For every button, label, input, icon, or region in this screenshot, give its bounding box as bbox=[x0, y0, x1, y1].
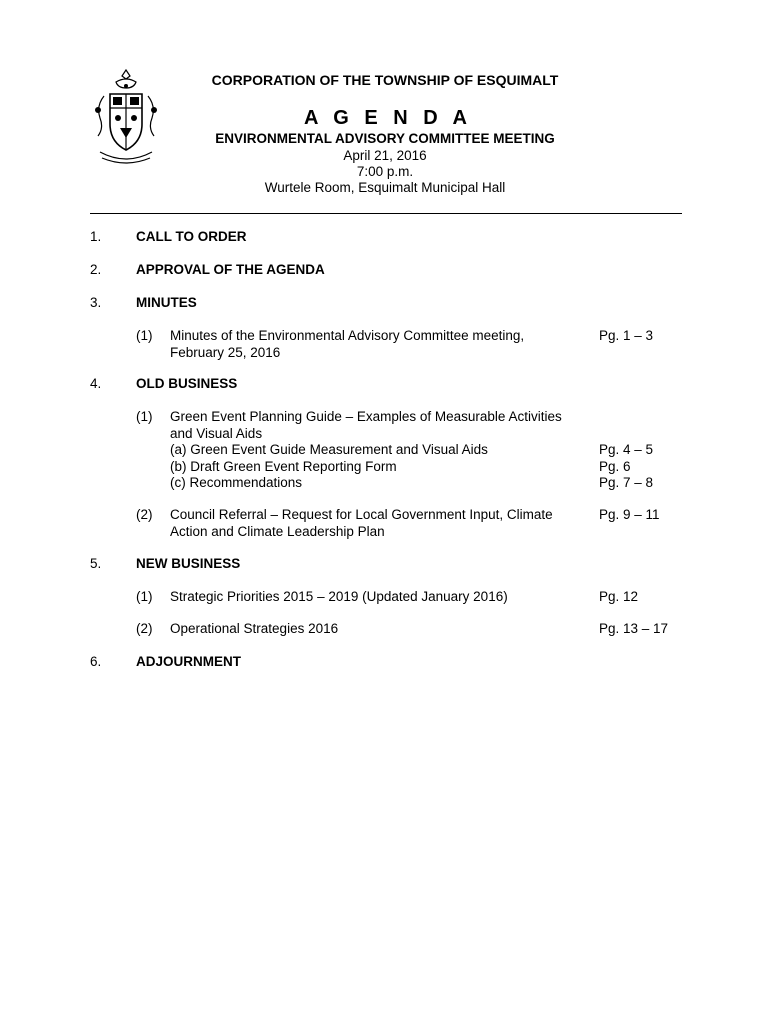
meeting-name: ENVIRONMENTAL ADVISORY COMMITTEE MEETING bbox=[215, 131, 555, 146]
item-number: (2) bbox=[136, 507, 153, 522]
item-number: (1) bbox=[136, 589, 153, 604]
section-number: 4. bbox=[90, 376, 102, 391]
section-title: OLD BUSINESS bbox=[136, 376, 238, 391]
item-text: Minutes of the Environmental Advisory Committee meeting, bbox=[170, 328, 525, 343]
sub-item-text: (a) Green Event Guide Measurement and Visual Aids bbox=[170, 442, 488, 457]
item-text: Operational Strategies 2016 bbox=[170, 621, 339, 636]
meeting-location: Wurtele Room, Esquimalt Municipal Hall bbox=[264, 180, 506, 195]
meeting-date: April 21, 2016 bbox=[343, 148, 427, 163]
item-text: Action and Climate Leadership Plan bbox=[170, 523, 385, 539]
page-reference: Pg. 9 – 11 bbox=[599, 507, 660, 522]
section-number: 6. bbox=[90, 654, 102, 669]
sub-item-text: (b) Draft Green Event Reporting Form bbox=[170, 458, 397, 474]
document-title: A G E N D A bbox=[304, 107, 472, 129]
item-number: (2) bbox=[136, 621, 153, 636]
item-text: Council Referral – Request for Local Government Input, Climate bbox=[170, 507, 553, 522]
item-number: (1) bbox=[136, 328, 153, 343]
item-text: February 25, 2016 bbox=[170, 344, 281, 360]
header-divider bbox=[90, 213, 682, 214]
item-text: Strategic Priorities 2015 – 2019 (Updated January 2016) bbox=[170, 589, 508, 604]
section-title: NEW BUSINESS bbox=[136, 556, 241, 571]
section-title: CALL TO ORDER bbox=[136, 229, 247, 244]
page-reference: Pg. 13 – 17 bbox=[599, 621, 669, 636]
section-number: 2. bbox=[90, 262, 102, 277]
page-reference: Pg. 4 – 5 bbox=[599, 442, 654, 457]
organization-name: CORPORATION OF THE TOWNSHIP OF ESQUIMALT bbox=[211, 72, 559, 88]
meeting-time: 7:00 p.m. bbox=[356, 164, 414, 179]
sub-item-text: (c) Recommendations bbox=[170, 475, 303, 490]
section-number: 3. bbox=[90, 295, 102, 310]
page-reference: Pg. 1 – 3 bbox=[599, 328, 654, 343]
item-text: and Visual Aids bbox=[170, 425, 263, 441]
section-title: APPROVAL OF THE AGENDA bbox=[136, 262, 325, 277]
item-number: (1) bbox=[136, 409, 153, 424]
section-title: MINUTES bbox=[136, 295, 197, 310]
page-reference: Pg. 12 bbox=[599, 589, 639, 604]
section-title: ADJOURNMENT bbox=[136, 654, 242, 669]
section-number: 1. bbox=[90, 229, 102, 244]
item-text: Green Event Planning Guide – Examples of Measurable Activities bbox=[170, 409, 562, 424]
page-reference: Pg. 7 – 8 bbox=[599, 475, 654, 490]
section-number: 5. bbox=[90, 556, 102, 571]
page-reference: Pg. 6 bbox=[599, 458, 631, 474]
